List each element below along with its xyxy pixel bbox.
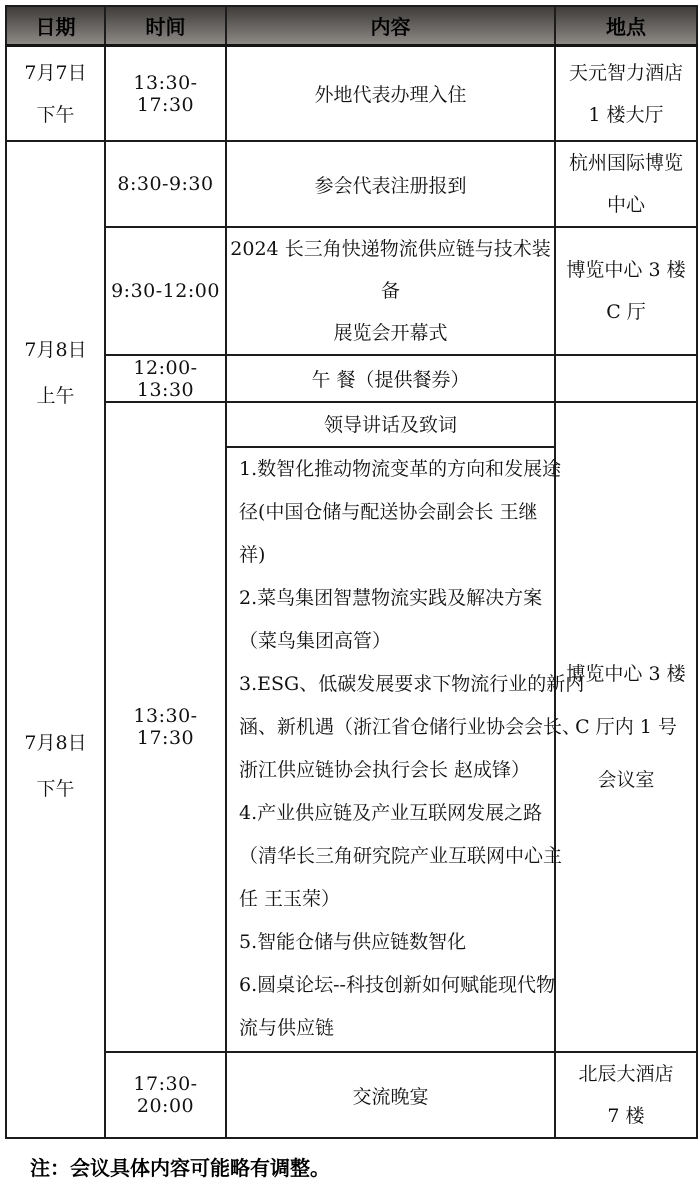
footnote: 注：会议具体内容可能略有调整。 bbox=[30, 1156, 330, 1180]
forum-item-line: 流与供应链 bbox=[239, 1016, 335, 1039]
location-line: C 厅 bbox=[606, 301, 646, 323]
location-cell bbox=[555, 227, 697, 355]
forum-item-line: 5.智能仓储与供应链数智化 bbox=[239, 930, 467, 953]
date-line: 7月8日 bbox=[24, 732, 87, 754]
table-row bbox=[6, 141, 697, 227]
date-line: 7月7日 bbox=[24, 61, 87, 84]
forum-item-line: 浙江供应链协会执行会长 赵成锋） bbox=[239, 758, 531, 781]
time-cell: 13:30-17:30 bbox=[105, 402, 226, 1052]
col-header-date: 日期 bbox=[6, 6, 105, 46]
forum-item-line: 径(中国仓储与配送协会副会长 王继 bbox=[239, 500, 538, 523]
forum-item-line: 6.圆桌论坛--科技创新如何赋能现代物 bbox=[239, 973, 555, 996]
forum-item-line: 3.ESG、低碳发展要求下物流行业的新内 bbox=[239, 672, 585, 695]
col-header-location: 地点 bbox=[555, 6, 697, 46]
date-line: 下午 bbox=[36, 103, 75, 126]
table-row bbox=[6, 1052, 697, 1138]
location-cell bbox=[555, 46, 697, 142]
location-line: C 厅内 1 号 bbox=[575, 715, 677, 738]
time-cell: 8:30-9:30 bbox=[105, 141, 226, 227]
location-line: 博览中心 3 楼 bbox=[566, 662, 686, 685]
forum-item-line: （菜鸟集团高管） bbox=[239, 629, 392, 652]
forum-item-line: 涵、新机遇（浙江省仓储行业协会会长、 bbox=[239, 715, 582, 738]
forum-subheader: 领导讲话及致词 bbox=[227, 405, 554, 448]
location-line: 天元智力酒店 bbox=[568, 61, 683, 84]
time-cell: 12:00-13:30 bbox=[105, 355, 226, 402]
location-cell bbox=[555, 1052, 697, 1138]
table-row bbox=[6, 227, 697, 355]
time-cell: 17:30-20:00 bbox=[105, 1052, 226, 1138]
location-cell bbox=[555, 355, 697, 402]
content-line: 展览会开幕式 bbox=[333, 322, 448, 344]
time-cell: 9:30-12:00 bbox=[105, 227, 226, 355]
col-header-content: 内容 bbox=[226, 6, 555, 46]
content-line: 2024 长三角快递物流供应链与技术装备 bbox=[230, 238, 551, 302]
forum-item-line: 4.产业供应链及产业互联网发展之路 bbox=[239, 801, 543, 824]
forum-item-line: 2.菜鸟集团智慧物流实践及解决方案 bbox=[239, 586, 543, 609]
location-line: 1 楼大厅 bbox=[588, 103, 664, 126]
table-row bbox=[6, 46, 697, 142]
location-line: 7 楼 bbox=[607, 1105, 645, 1127]
forum-item-line: 1.数智化推动物流变革的方向和发展途 bbox=[239, 457, 562, 480]
forum-item-line: 任 王玉荣） bbox=[239, 887, 341, 910]
table-row bbox=[6, 402, 697, 1052]
forum-item-line: 祥) bbox=[239, 543, 266, 566]
col-header-time: 时间 bbox=[105, 6, 226, 46]
content-cell: 外地代表办理入住 bbox=[226, 46, 555, 142]
location-line: 会议室 bbox=[597, 768, 655, 791]
date-line: 7月8日 bbox=[24, 339, 87, 361]
location-line: 杭州国际博览 bbox=[568, 152, 683, 174]
forum-content-cell bbox=[226, 402, 585, 1052]
content-cell: 参会代表注册报到 bbox=[226, 141, 555, 227]
forum-items bbox=[227, 448, 585, 1050]
time-cell: 13:30-17:30 bbox=[105, 46, 226, 142]
schedule-page bbox=[0, 5, 700, 1180]
table-row bbox=[6, 355, 697, 402]
location-line: 北辰大酒店 bbox=[578, 1063, 674, 1085]
location-line: 博览中心 3 楼 bbox=[566, 259, 686, 281]
date-cell-jul7 bbox=[6, 46, 105, 142]
forum-item-line: （清华长三角研究院产业互联网中心主 bbox=[239, 844, 563, 867]
date-block-afternoon bbox=[7, 720, 104, 812]
date-block-morning bbox=[7, 327, 104, 419]
content-cell: 午 餐（提供餐券） bbox=[226, 355, 555, 402]
location-cell bbox=[555, 402, 697, 1052]
content-cell: 交流晚宴 bbox=[226, 1052, 555, 1138]
content-cell bbox=[226, 227, 555, 355]
date-cell-jul8-merged bbox=[6, 141, 105, 1138]
date-line: 上午 bbox=[36, 385, 75, 407]
schedule-table bbox=[5, 5, 698, 1139]
date-line: 下午 bbox=[36, 778, 75, 800]
header-row bbox=[6, 6, 697, 46]
location-line: 中心 bbox=[606, 194, 645, 216]
location-cell bbox=[555, 141, 697, 227]
